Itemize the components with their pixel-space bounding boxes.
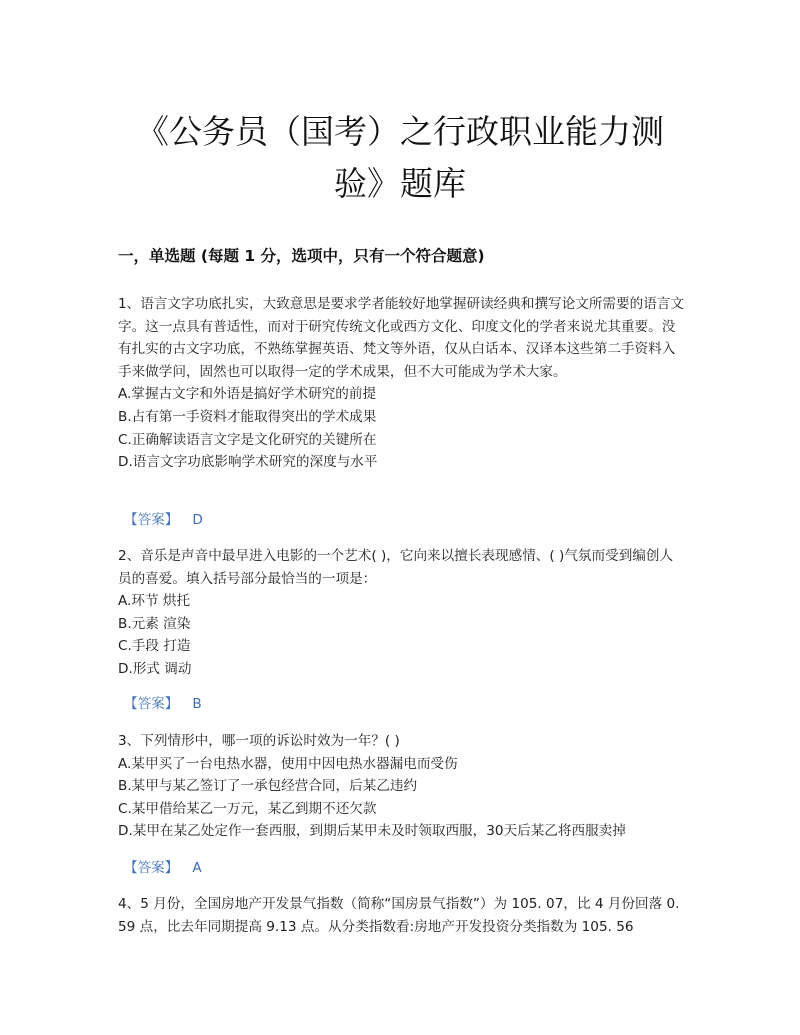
option-d: D.语言文字功底影响学术研究的深度与水平 xyxy=(118,454,378,471)
option-list xyxy=(118,590,684,680)
answer-value: D xyxy=(192,512,203,528)
option-b: B.某甲与某乙签订了一承包经营合同，后某乙违约 xyxy=(118,778,418,795)
document-title-line-1: 《公务员（国考）之行政职业能力测 xyxy=(136,112,664,151)
option-c: C.某甲借给某乙一万元，某乙到期不还欠款 xyxy=(118,800,377,817)
document-title xyxy=(100,106,700,210)
document-title-line-2: 验》题库 xyxy=(334,164,466,203)
answer-row-3 xyxy=(124,858,202,878)
question-3 xyxy=(118,730,684,843)
answer-value: A xyxy=(192,860,202,876)
option-a: A.环节 烘托 xyxy=(118,593,191,610)
question-4 xyxy=(118,893,684,938)
option-b: B.占有第一手资料才能取得突出的学术成果 xyxy=(118,408,377,425)
option-c: C.手段 打造 xyxy=(118,638,191,655)
question-stem: 1、语言文字功底扎实，大致意思是要求学者能较好地掌握研读经典和撰写论文所需要的语言文字。这一点具有普适性，而对于研究传统文化或西方文化、印度文化的学者来说尤其重要。没有扎实的古文字功底，不熟练掌握英语、梵文等外语，仅从白话本、汉译本这些第二手资料入手来做学问，固然也可以取得一定的学术成果，但不大可能成为学术大家。 xyxy=(118,296,684,380)
answer-label: 【答案】 xyxy=(124,512,179,528)
option-list xyxy=(118,383,684,473)
option-d: D.某甲在某乙处定作一套西服，到期后某甲未及时领取西服，30天后某乙将西服卖掉 xyxy=(118,823,626,840)
option-list xyxy=(118,753,684,843)
option-c: C.正确解读语言文字是文化研究的关键所在 xyxy=(118,431,377,448)
answer-label: 【答案】 xyxy=(124,860,179,876)
option-d: D.形式 调动 xyxy=(118,660,192,677)
question-stem: 4、5 月份，全国房地产开发景气指数（简称“国房景气指数”）为 105. 07，比 4 月份回落 0. 59 点，比去年同期提高 9.13 点。从分类指数看:房地产开发投资分类指数为 105. 56 xyxy=(118,896,680,935)
question-stem: 2、音乐是声音中最早进入电影的一个艺术( )，它向来以擅长表现感情、( )气氛而受到编创人员的喜爱。填入括号部分最恰当的一项是： xyxy=(118,548,674,587)
option-a: A.掌握古文字和外语是搞好学术研究的前提 xyxy=(118,386,377,403)
question-2 xyxy=(118,545,684,681)
answer-row-2 xyxy=(124,694,202,714)
option-b: B.元素 渲染 xyxy=(118,615,191,632)
question-1 xyxy=(118,293,684,474)
question-stem: 3、下列情形中，哪一项的诉讼时效为一年？( ) xyxy=(118,733,400,749)
answer-value: B xyxy=(192,696,202,712)
section-heading: 一，单选题 (每题 1 分，选项中，只有一个符合题意) xyxy=(118,247,485,265)
answer-label: 【答案】 xyxy=(124,696,179,712)
option-a: A.某甲买了一台电热水器，使用中因电热水器漏电而受伤 xyxy=(118,755,458,772)
answer-row-1 xyxy=(124,510,203,530)
